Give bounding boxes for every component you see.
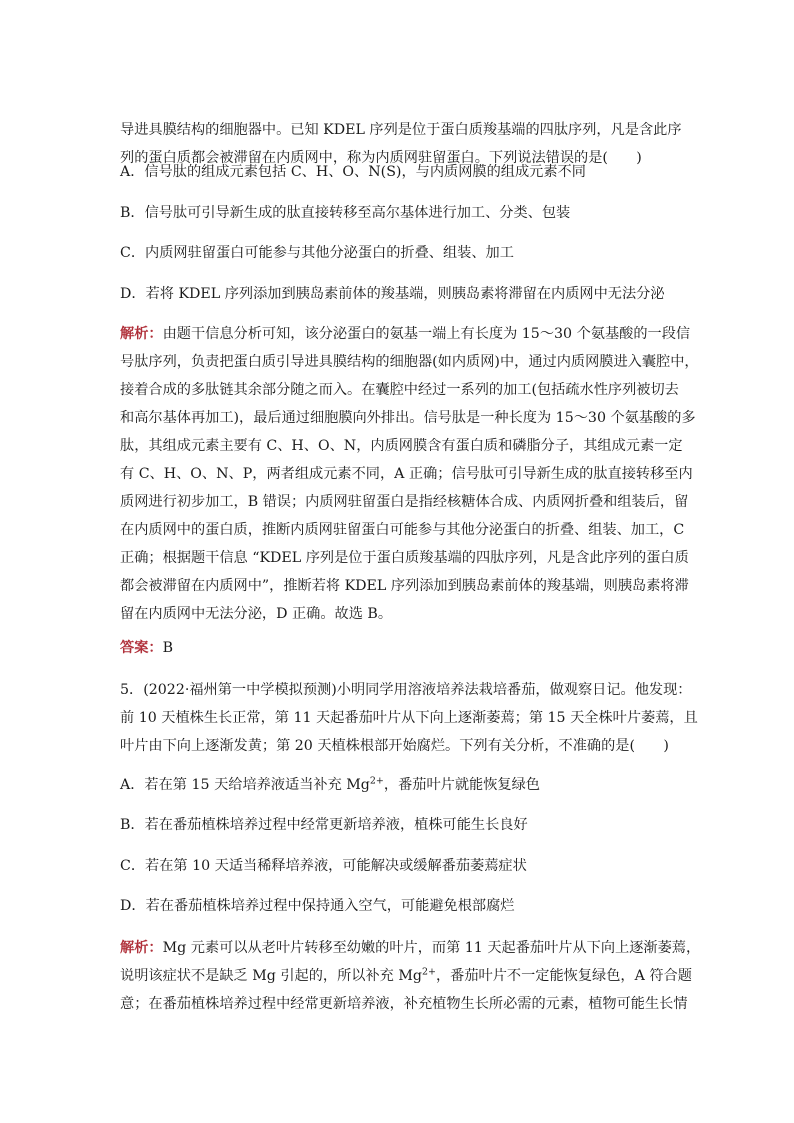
q5-stem xyxy=(120,676,698,760)
q4-option-d xyxy=(120,280,680,308)
q5-analysis-line xyxy=(120,934,701,962)
analysis-text-rest: ，番茄叶片不一定能恢复绿色，A 符合题 xyxy=(435,968,692,984)
q5-option-b xyxy=(120,811,680,839)
q5-option-a xyxy=(120,771,680,799)
q4-analysis-line: 质网进行初步加工，B 错误；内质网驻留蛋白是指经核糖体合成、内质网折叠和组装后，留 xyxy=(120,494,689,510)
q4-analysis-line xyxy=(120,320,691,348)
q5-analysis-line: 意；在番茄植株培养过程中经常更新培养液，补充植物生长所必需的元素，植物可能生长情 xyxy=(120,996,688,1012)
q5-option-d-text: D．若在番茄植株培养过程中保持通入空气，可能避免根部腐烂 xyxy=(120,898,515,914)
q5-stem-line: 5．(2022·福州第一中学模拟预测)小明同学用溶液培养法栽培番茄，做观察日记。他发现： xyxy=(120,682,692,698)
q4-option-b xyxy=(120,199,680,227)
answer-value: B xyxy=(162,640,174,656)
analysis-text: 由题干信息分析可知，该分泌蛋白的氨基一端上有长度为 15～30 个氨基酸的一段信 xyxy=(162,326,691,342)
q5-stem-line: 前 10 天植株生长正常，第 11 天起番茄叶片从下向上逐渐萎蔫；第 15 天全株叶片萎蔫，且 xyxy=(120,710,698,726)
q4-option-a-text: A．信号肽的组成元素包括 C、H、O、N(S)，与内质网膜的组成元素不同 xyxy=(120,164,586,180)
q5-option-d xyxy=(120,892,680,920)
answer-label: 答案： xyxy=(120,640,163,656)
q5-analysis xyxy=(120,934,701,1018)
q5-option-c-text: C．若在第 10 天适当稀释培养液，可能解决或缓解番茄萎蔫症状 xyxy=(120,858,527,874)
q5-stem-line: 叶片由下向上逐渐发黄；第 20 天植株根部开始腐烂。下列有关分析，不准确的是( ) xyxy=(120,738,669,754)
q4-analysis-line: 肽，其组成元素主要有 C、H、O、N，内质网膜含有蛋白质和磷脂分子，其组成元素一定 xyxy=(120,438,683,454)
q4-stem-line: 导进具膜结构的细胞器中。已知 KDEL 序列是位于蛋白质羧基端的四肽序列，凡是含此序 xyxy=(120,122,682,138)
q4-answer xyxy=(120,634,680,662)
q4-option-b-text: B．信号肽可引导新生成的肽直接转移至高尔基体进行加工、分类、包装 xyxy=(120,205,571,221)
q4-stem-line: 列的蛋白质都会被滞留在内质网中，称为内质网驻留蛋白。下列说法错误的是( ) xyxy=(120,150,642,166)
q4-option-c-text: C．内质网驻留蛋白可能参与其他分泌蛋白的折叠、组装、加工 xyxy=(120,245,514,261)
q5-analysis-line xyxy=(120,962,692,990)
q4-analysis-line: 正确；根据题干信息 “KDEL 序列是位于蛋白质羧基端的四肽序列，凡是含此序列的蛋白质 xyxy=(120,550,689,566)
q4-analysis xyxy=(120,320,699,628)
q4-option-c xyxy=(120,239,680,267)
analysis-label: 解析： xyxy=(120,940,163,956)
analysis-text: Mg 元素可以从老叶片转移至幼嫩的叶片，而第 11 天起番茄叶片从下向上逐渐萎蔫， xyxy=(162,940,701,956)
q4-analysis-line: 在内质网中的蛋白质，推断内质网驻留蛋白可能参与其他分泌蛋白的折叠、组装、加工，C xyxy=(120,522,685,538)
q4-analysis-line: 都会被滞留在内质网中”，推断若将 KDEL 序列添加到胰岛素前体的羧基端，则胰岛素将滞 xyxy=(120,578,689,594)
q4-analysis-line: 接着合成的多肽链其余部分随之而入。在囊腔中经过一系列的加工(包括疏水性序列被切去 xyxy=(120,382,679,398)
q5-option-a-text: A．若在第 15 天给培养液适当补充 Mg xyxy=(120,777,370,793)
superscript: 2+ xyxy=(421,966,436,978)
q4-analysis-line: 有 C、H、O、N、P，两者组成元素不同，A 正确；信号肽可引导新生成的肽直接转移至内 xyxy=(120,466,693,482)
q4-analysis-line: 号肽序列，负责把蛋白质引导进具膜结构的细胞器(如内质网)中，通过内质网膜进入囊腔中， xyxy=(120,354,699,370)
analysis-text: 说明该症状不是缺乏 Mg 引起的，所以补充 Mg xyxy=(120,968,422,984)
q4-analysis-line: 留在内质网中无法分泌，D 正确。故选 B。 xyxy=(120,606,393,622)
q5-option-b-text: B．若在番茄植株培养过程中经常更新培养液，植株可能生长良好 xyxy=(120,817,528,833)
q4-option-d-text: D．若将 KDEL 序列添加到胰岛素前体的羧基端，则胰岛素将滞留在内质网中无法分泌 xyxy=(120,286,665,302)
q4-analysis-line: 和高尔基体再加工)，最后通过细胞膜向外排出。信号肽是一种长度为 15～30 个氨基酸的多 xyxy=(120,410,696,426)
q5-option-a-text-rest: ，番茄叶片就能恢复绿色 xyxy=(383,777,540,793)
q5-option-c xyxy=(120,852,680,880)
superscript: 2+ xyxy=(369,775,384,787)
analysis-label: 解析： xyxy=(120,326,163,342)
q4-option-a xyxy=(120,158,680,186)
